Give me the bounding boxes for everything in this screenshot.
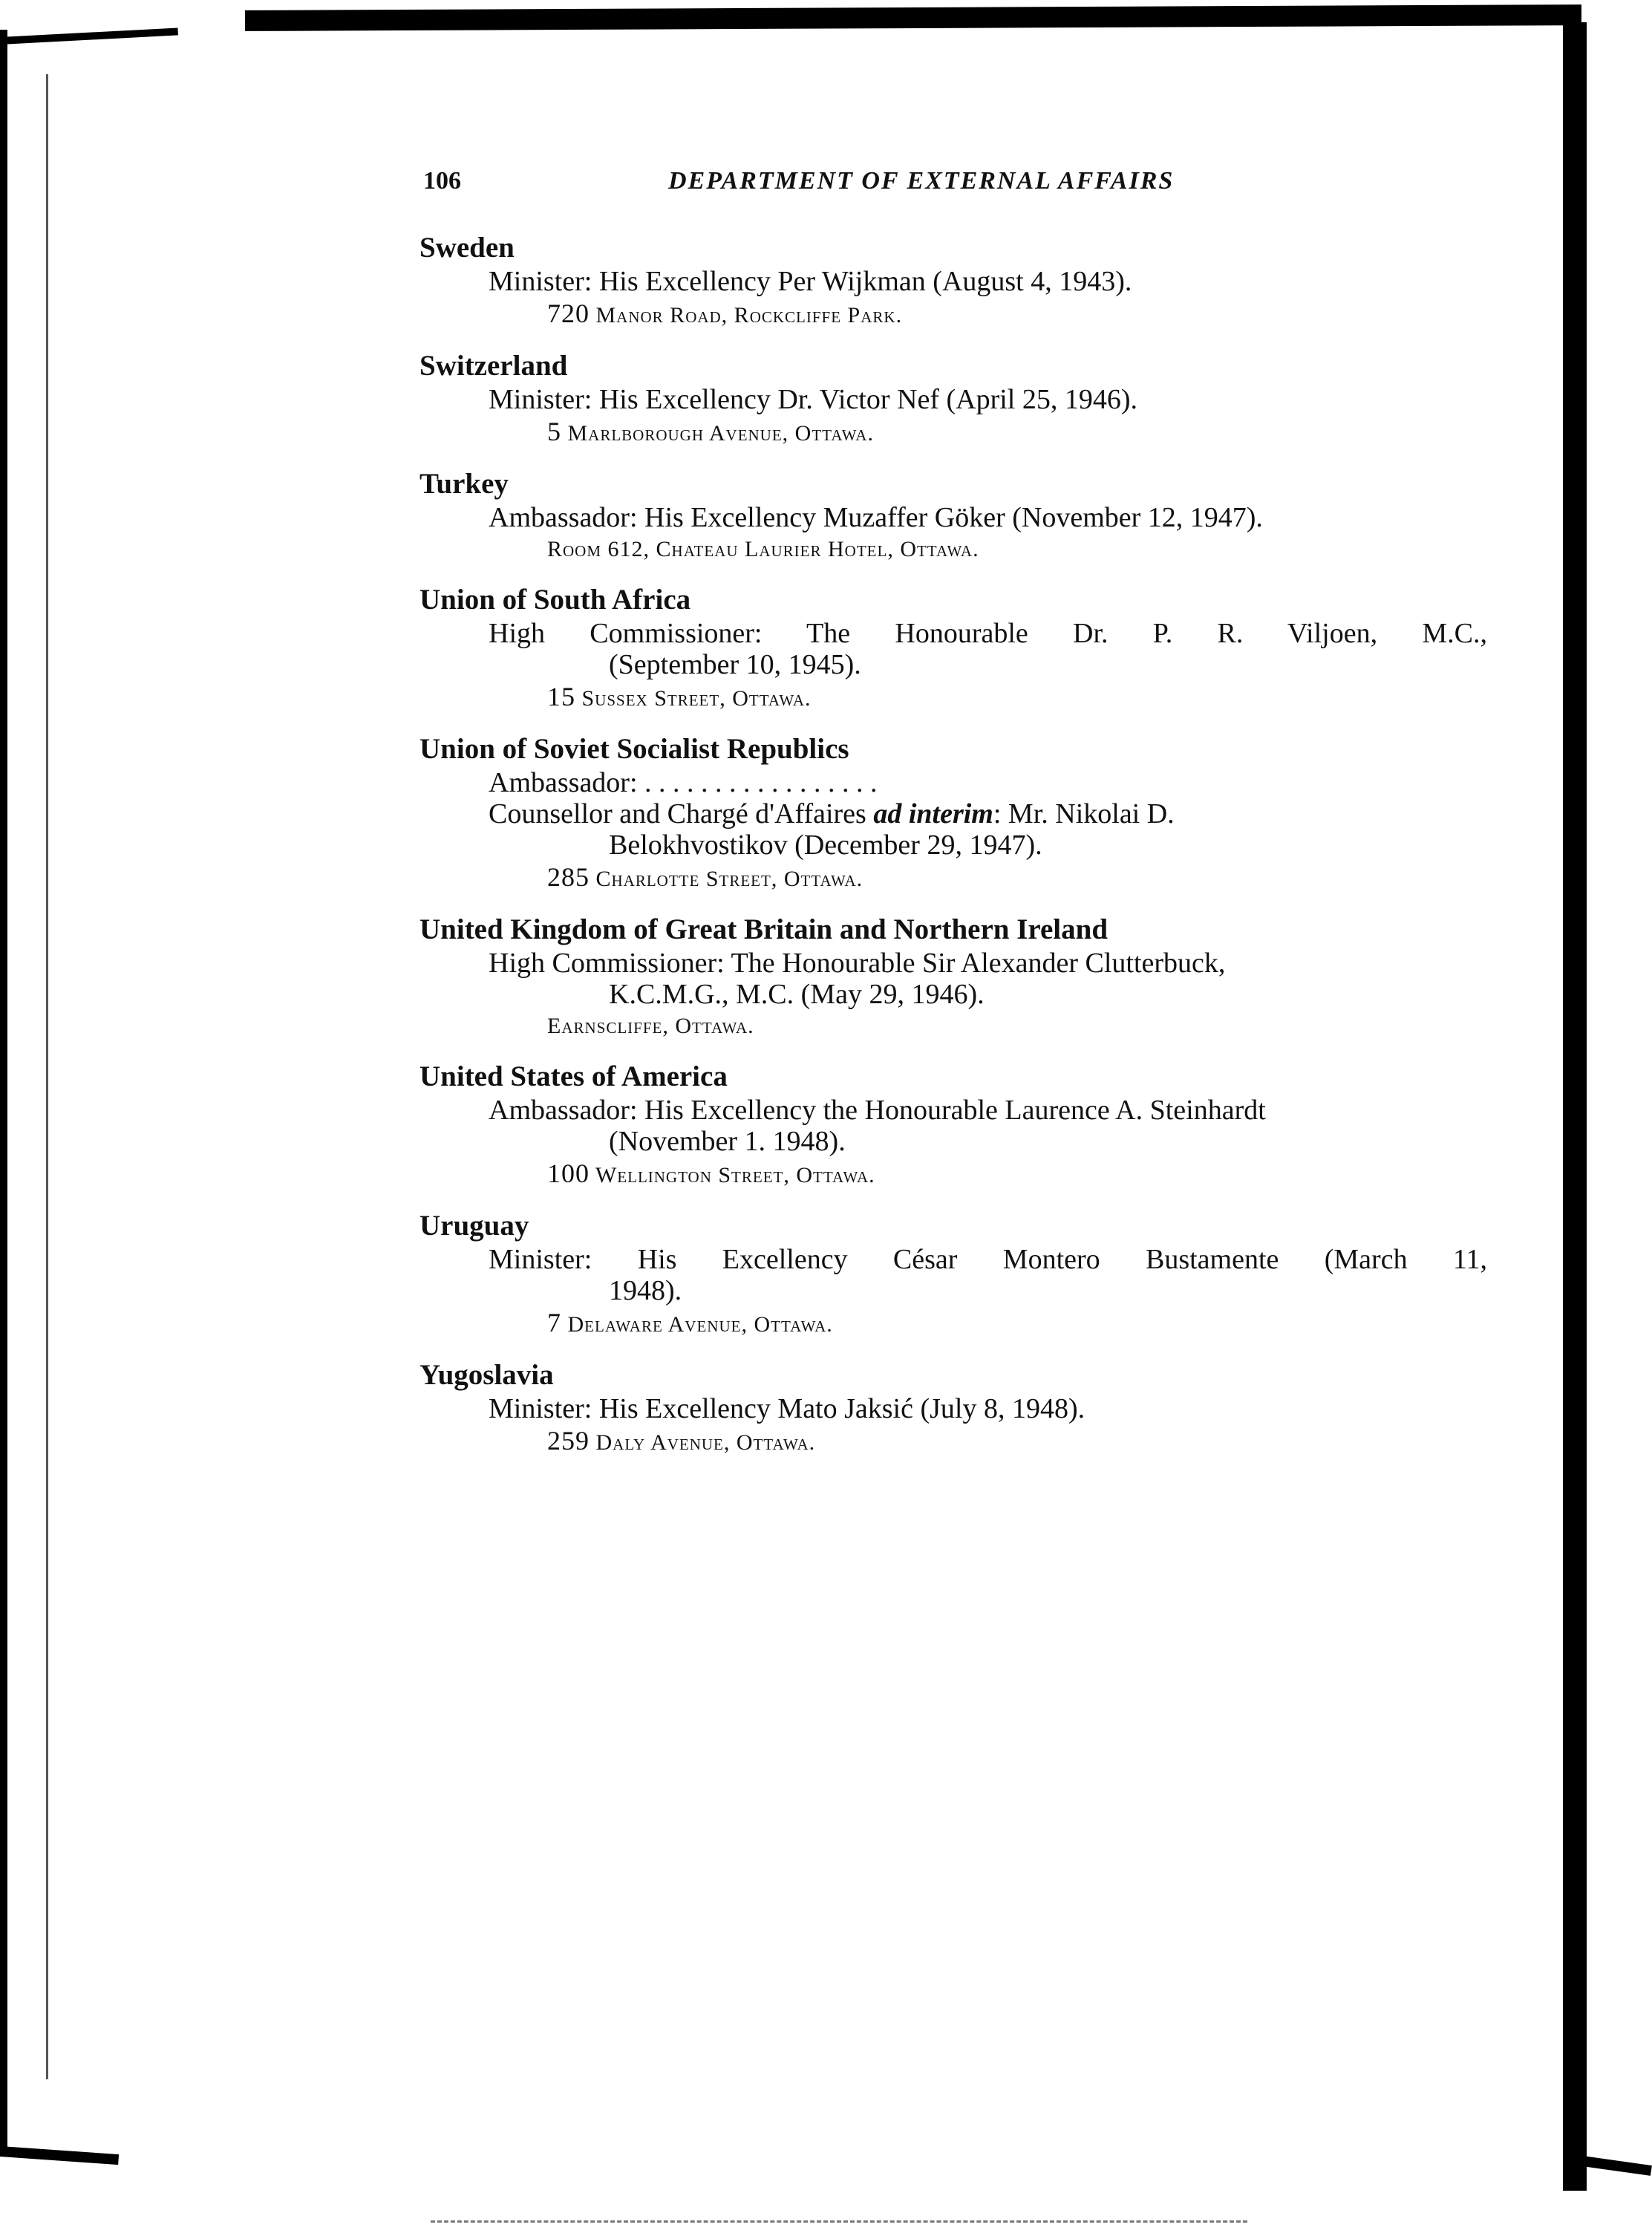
address-line xyxy=(547,415,1489,450)
address-text: Marlborough Avenue, Ottawa. xyxy=(567,421,874,446)
address-text: Charlotte Street, Ottawa. xyxy=(595,867,863,891)
address-number: 285 xyxy=(547,862,590,892)
representative-date: 1948). xyxy=(609,1275,682,1306)
country-name: Uruguay xyxy=(419,1210,529,1242)
address-text: Daly Avenue, Ottawa. xyxy=(595,1430,816,1455)
country-name: Union of South Africa xyxy=(419,584,691,616)
address-line xyxy=(547,297,1489,332)
address-line xyxy=(547,1306,1489,1341)
scan-edge-left xyxy=(0,30,7,2154)
representative-line: High Commissioner: The Honourable Dr. P. R. Viljoen, M.C., xyxy=(489,618,1487,649)
address-text: Room 612, Chateau Laurier Hotel, Ottawa. xyxy=(547,537,979,561)
entry-switzerland xyxy=(419,348,1489,450)
address-number: 15 xyxy=(547,682,575,711)
address-text: Wellington Street, Ottawa. xyxy=(595,1163,875,1187)
address-line xyxy=(547,1010,1489,1043)
representative-date: K.C.M.G., M.C. (May 29, 1946). xyxy=(609,979,985,1010)
entry-yugoslavia xyxy=(419,1357,1489,1459)
address-number: 259 xyxy=(547,1426,590,1456)
scan-border-left-top xyxy=(0,27,178,45)
representative-line: Ambassador: . . . . . . . . . . . . . . . . . xyxy=(489,767,878,798)
address-line xyxy=(547,533,1489,566)
address-line xyxy=(547,1424,1489,1459)
address-line xyxy=(547,680,1489,715)
representative-date: Belokhvostikov (December 29, 1947). xyxy=(609,829,1042,861)
country-name: United States of America xyxy=(419,1060,728,1092)
address-text: Earnscliffe, Ottawa. xyxy=(547,1014,754,1038)
representative-date: (November 1. 1948). xyxy=(609,1126,846,1157)
running-head: DEPARTMENT OF EXTERNAL AFFAIRS xyxy=(668,167,1175,195)
country-name: Yugoslavia xyxy=(419,1359,554,1391)
scan-line-left xyxy=(46,74,48,2079)
entry-sweden xyxy=(419,230,1489,332)
scan-border-right xyxy=(1563,22,1587,2191)
address-text: Delaware Avenue, Ottawa. xyxy=(567,1312,833,1337)
entry-united-kingdom xyxy=(419,912,1489,1043)
address-number: 720 xyxy=(547,299,590,328)
representative-name: : Mr. Nikolai D. xyxy=(993,798,1175,829)
scan-border-left-bottom xyxy=(0,2146,119,2165)
representative-line: High Commissioner: The Honourable Sir Alexander Clutterbuck, xyxy=(489,948,1226,979)
entry-ussr xyxy=(419,731,1489,896)
representative-line: Ambassador: His Excellency Muzaffer Göker (November 12, 1947). xyxy=(489,502,1263,533)
country-name: Union of Soviet Socialist Republics xyxy=(419,733,849,765)
scan-border-top xyxy=(245,4,1581,31)
page-number: 106 xyxy=(423,167,461,195)
representative-line: Minister: His Excellency Mato Jaksić (July 8, 1948). xyxy=(489,1393,1085,1424)
entry-union-of-south-africa xyxy=(419,582,1489,715)
representative-date: (September 10, 1945). xyxy=(609,649,861,680)
address-line xyxy=(547,861,1489,896)
legation-list xyxy=(419,230,1489,1476)
country-name: Switzerland xyxy=(419,350,568,382)
representative-line: Minister: His Excellency Dr. Victor Nef (April 25, 1946). xyxy=(489,384,1137,415)
country-name: United Kingdom of Great Britain and Northern Ireland xyxy=(419,913,1109,945)
representative-line: Ambassador: His Excellency the Honourable Laurence A. Steinhardt xyxy=(489,1095,1266,1126)
representative-line: Minister: His Excellency César Montero Bustamente (March 11, xyxy=(489,1244,1487,1275)
representative-line: Minister: His Excellency Per Wijkman (August 4, 1943). xyxy=(489,266,1132,297)
address-number: 100 xyxy=(547,1158,590,1188)
country-name: Sweden xyxy=(419,232,515,264)
representative-line xyxy=(489,798,1489,829)
address-text: Sussex Street, Ottawa. xyxy=(581,686,812,711)
address-number: 7 xyxy=(547,1308,561,1337)
entry-uruguay xyxy=(419,1208,1489,1341)
address-number: 5 xyxy=(547,417,561,446)
country-name: Turkey xyxy=(419,468,509,500)
address-text: Manor Road, Rockcliffe Park. xyxy=(595,303,903,327)
entry-turkey xyxy=(419,466,1489,566)
entry-united-states xyxy=(419,1059,1489,1192)
page-header xyxy=(423,167,1247,212)
representative-title: Counsellor and Chargé d'Affaires xyxy=(489,798,866,829)
ad-interim-italic: ad interim xyxy=(873,798,993,829)
scan-bottom-dashes xyxy=(431,2220,1247,2223)
address-line xyxy=(547,1157,1489,1192)
